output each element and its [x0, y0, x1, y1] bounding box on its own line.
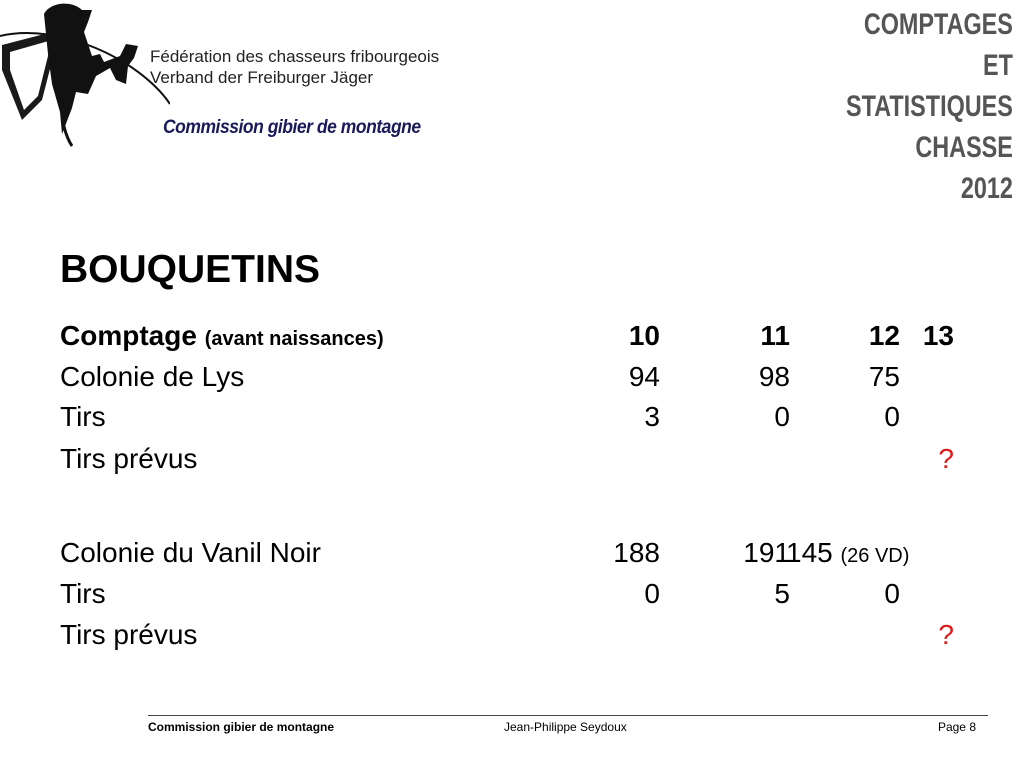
table-row	[60, 361, 960, 401]
cell-value-with-note	[786, 537, 909, 569]
organization-name	[150, 46, 439, 88]
table-row	[60, 443, 960, 483]
org-name-de: Verband der Freiburger Jäger	[150, 68, 374, 87]
header-label	[60, 320, 384, 352]
row-label: Tirs prévus	[60, 443, 198, 474]
row-label: Tirs	[60, 401, 106, 432]
year-col-2: 11	[760, 320, 790, 351]
table-header-row	[60, 320, 960, 360]
cell-note: (26 VD)	[840, 545, 910, 567]
table-row	[60, 578, 960, 618]
cell-value: 191	[743, 537, 790, 568]
cell-value: 0	[884, 578, 900, 609]
cell-value: 5	[774, 578, 790, 609]
corner-line: ET	[983, 49, 1013, 82]
corner-line: CHASSE	[915, 131, 1013, 164]
commission-title: Commission gibier de montagne	[163, 117, 421, 138]
cell-value: 0	[884, 401, 900, 432]
table-row	[60, 619, 960, 659]
corner-line: 2012	[960, 172, 1013, 205]
footer-page-number: Page 8	[937, 720, 976, 734]
row-label: Tirs prévus	[60, 619, 198, 650]
cell-value: 3	[644, 401, 660, 432]
federation-logo	[0, 0, 170, 150]
corner-line: STATISTIQUES	[846, 90, 1013, 123]
cell-value: 145	[786, 537, 833, 568]
table-row	[60, 537, 960, 577]
year-col-4: 13	[922, 320, 954, 351]
corner-line: COMPTAGES	[863, 8, 1013, 41]
table-row	[60, 401, 960, 441]
page-title: BOUQUETINS	[60, 248, 321, 291]
row-label: Colonie de Lys	[60, 361, 245, 392]
year-col-1: 10	[628, 320, 660, 351]
footer-divider	[148, 715, 988, 716]
unknown-value-mark: ?	[938, 619, 954, 650]
cell-value: 0	[644, 578, 660, 609]
cell-value: 0	[774, 401, 790, 432]
hunter-dog-emblem-icon	[0, 0, 170, 150]
cell-value: 75	[868, 361, 900, 392]
footer-author: Jean-Philippe Seydoux	[504, 720, 627, 734]
cell-value: 94	[628, 361, 660, 392]
year-col-3: 12	[868, 320, 900, 351]
corner-title	[846, 4, 1013, 209]
cell-value: 188	[613, 537, 660, 568]
org-name-fr: Fédération des chasseurs fribourgeois	[150, 47, 440, 66]
row-label: Tirs	[60, 578, 106, 609]
header-label-main: Comptage	[60, 320, 197, 351]
cell-value: 98	[758, 361, 790, 392]
footer-left: Commission gibier de montagne	[148, 720, 335, 734]
row-label: Colonie du Vanil Noir	[60, 537, 321, 568]
unknown-value-mark: ?	[938, 443, 954, 474]
header-label-sub: (avant naissances)	[204, 328, 384, 350]
